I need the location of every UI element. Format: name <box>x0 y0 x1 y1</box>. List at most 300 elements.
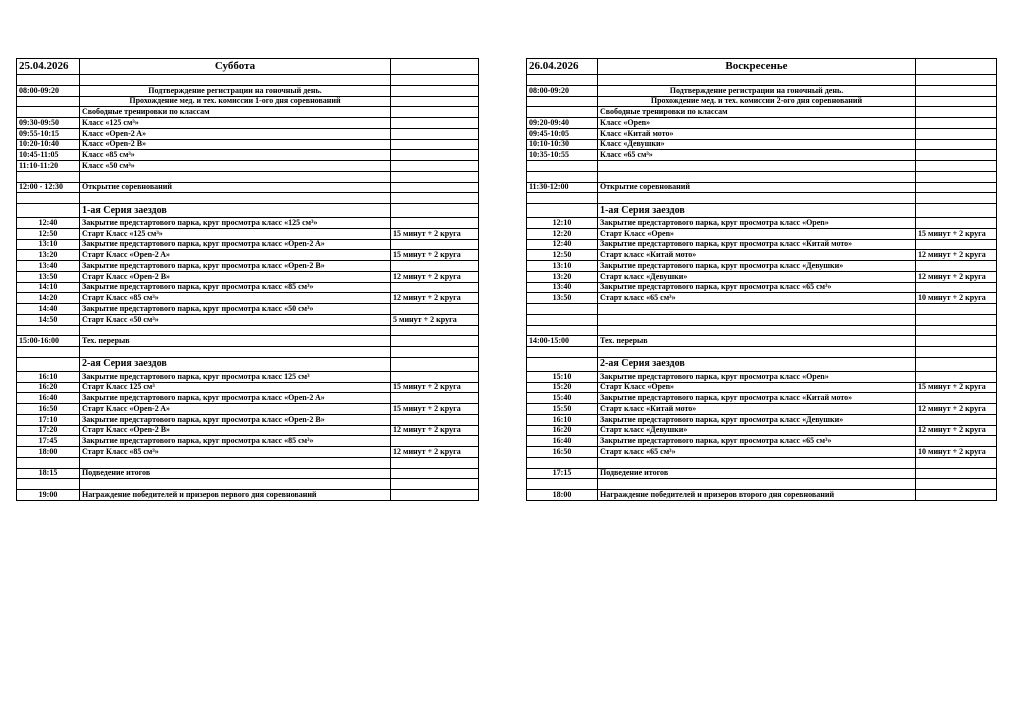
schedule-row <box>527 325 997 336</box>
time-cell: 12:50 <box>17 228 80 239</box>
time-cell <box>527 457 598 468</box>
time-cell: 16:50 <box>17 404 80 415</box>
duration-cell <box>391 325 479 336</box>
saturday-date: 25.04.2026 <box>17 59 80 75</box>
schedule-row <box>527 347 997 358</box>
time-cell <box>527 75 598 86</box>
event-cell: Старт Класс «Open» <box>598 228 916 239</box>
event-cell: Подведение итогов <box>80 468 391 479</box>
event-cell: Закрытие предстартового парка, круг просмотра класс «Девушки» <box>598 414 916 425</box>
time-cell: 18:15 <box>17 468 80 479</box>
sunday-date: 26.04.2026 <box>527 59 598 75</box>
event-cell: Награждение победителей и призеров первого дня соревнований <box>80 490 391 501</box>
time-cell: 17:10 <box>17 414 80 425</box>
time-cell: 11:30-12:00 <box>527 182 598 193</box>
schedule-row <box>527 414 997 425</box>
time-cell: 15:10 <box>527 371 598 382</box>
event-cell: Старт класс «65 см³» <box>598 293 916 304</box>
duration-cell: 12 минут + 2 круга <box>391 447 479 458</box>
duration-cell <box>391 357 479 371</box>
schedule-row <box>527 204 997 218</box>
event-cell <box>598 479 916 490</box>
schedule-row <box>527 96 997 107</box>
schedule-row <box>17 75 479 86</box>
time-cell: 15:50 <box>527 404 598 415</box>
time-cell: 12:40 <box>527 239 598 250</box>
duration-cell <box>916 239 997 250</box>
event-cell: Старт Класс «50 см³» <box>80 314 391 325</box>
schedule-row <box>17 314 479 325</box>
time-cell: 18:00 <box>17 447 80 458</box>
schedule-row <box>527 85 997 96</box>
time-cell: 15:00-16:00 <box>17 336 80 347</box>
duration-cell <box>391 171 479 182</box>
duration-cell <box>391 261 479 272</box>
time-cell: 12:50 <box>527 250 598 261</box>
schedule-row <box>527 218 997 229</box>
time-cell: 14:00-15:00 <box>527 336 598 347</box>
duration-cell <box>916 325 997 336</box>
schedule-row <box>17 457 479 468</box>
event-cell <box>598 171 916 182</box>
time-cell <box>17 357 80 371</box>
time-cell: 10:35-10:55 <box>527 150 598 161</box>
schedule-row <box>527 479 997 490</box>
event-cell <box>598 325 916 336</box>
duration-cell: 15 минут + 2 круга <box>916 382 997 393</box>
time-cell: 17:15 <box>527 468 598 479</box>
duration-cell: 5 минут + 2 круга <box>391 314 479 325</box>
event-cell <box>598 75 916 86</box>
duration-cell <box>916 204 997 218</box>
duration-cell <box>391 393 479 404</box>
event-cell: Закрытие предстартового парка, круг просмотра класс «Open-2 B» <box>80 414 391 425</box>
schedule-row <box>527 304 997 315</box>
time-cell: 12:00 - 12:30 <box>17 182 80 193</box>
duration-cell <box>916 336 997 347</box>
time-cell: 19:00 <box>17 490 80 501</box>
sunday-day-name: Воскресенье <box>598 59 916 75</box>
schedule-row <box>17 150 479 161</box>
duration-cell <box>391 204 479 218</box>
schedule-row <box>527 293 997 304</box>
event-cell: Класс «Девушки» <box>598 139 916 150</box>
duration-cell <box>916 118 997 129</box>
duration-cell <box>916 193 997 204</box>
schedule-row <box>17 468 479 479</box>
time-cell <box>527 314 598 325</box>
time-cell <box>527 171 598 182</box>
time-cell: 13:10 <box>527 261 598 272</box>
event-cell <box>80 325 391 336</box>
schedule-row <box>17 404 479 415</box>
event-cell: Закрытие предстартового парка, круг просмотра класс «50 см³» <box>80 304 391 315</box>
schedule-row <box>17 218 479 229</box>
duration-cell <box>391 193 479 204</box>
event-cell: Закрытие предстартового парка, круг просмотра класс «Девушки» <box>598 261 916 272</box>
event-cell <box>80 75 391 86</box>
time-cell: 09:30-09:50 <box>17 118 80 129</box>
duration-cell: 12 минут + 2 круга <box>916 425 997 436</box>
schedule-row <box>527 139 997 150</box>
schedule-row <box>17 85 479 96</box>
event-cell: Класс «65 см³» <box>598 150 916 161</box>
event-cell: Старт класс «Китай мото» <box>598 404 916 415</box>
saturday-header-row <box>17 59 479 75</box>
time-cell: 13:20 <box>17 250 80 261</box>
duration-cell <box>916 161 997 172</box>
time-cell: 12:10 <box>527 218 598 229</box>
duration-cell <box>916 468 997 479</box>
schedule-row <box>17 382 479 393</box>
event-cell: Старт Класс «Open-2 A» <box>80 404 391 415</box>
event-cell: Старт класс «Девушки» <box>598 425 916 436</box>
schedule-row <box>527 382 997 393</box>
event-cell <box>598 314 916 325</box>
event-cell: Старт класс «65 см³» <box>598 447 916 458</box>
duration-cell <box>916 457 997 468</box>
event-cell: Закрытие предстартового парка, круг просмотра класс «85 см³» <box>80 282 391 293</box>
event-cell: Закрытие предстартового парка, круг просмотра класс «Open-2 B» <box>80 261 391 272</box>
schedule-row <box>527 425 997 436</box>
schedule-row <box>527 336 997 347</box>
duration-cell <box>916 479 997 490</box>
schedule-row <box>527 447 997 458</box>
duration-cell <box>391 239 479 250</box>
event-cell: Класс «Open-2 B» <box>80 139 391 150</box>
time-cell: 16:40 <box>17 393 80 404</box>
schedule-row <box>17 139 479 150</box>
event-cell: Закрытие предстартового парка, круг просмотра класс «Open-2 A» <box>80 393 391 404</box>
duration-cell <box>391 161 479 172</box>
duration-cell: 12 минут + 2 круга <box>391 425 479 436</box>
time-cell <box>527 204 598 218</box>
duration-cell <box>391 75 479 86</box>
schedule-row <box>17 118 479 129</box>
time-cell: 09:55-10:15 <box>17 128 80 139</box>
duration-cell <box>916 139 997 150</box>
event-cell: Класс «85 см³» <box>80 150 391 161</box>
schedule-row <box>17 357 479 371</box>
event-cell: Старт класс «Девушки» <box>598 271 916 282</box>
schedule-row <box>17 171 479 182</box>
schedule-row <box>527 128 997 139</box>
duration-cell <box>391 304 479 315</box>
duration-cell <box>391 479 479 490</box>
schedule-row <box>527 457 997 468</box>
duration-cell <box>916 393 997 404</box>
duration-cell <box>916 85 997 96</box>
time-cell <box>17 347 80 358</box>
schedule-row <box>527 239 997 250</box>
duration-cell <box>916 414 997 425</box>
event-cell: Старт Класс «125 см³» <box>80 228 391 239</box>
event-cell: Закрытие предстартового парка, круг просмотра класс «85 см³» <box>80 436 391 447</box>
event-cell: Закрытие предстартового парка, круг просмотра класс «Open» <box>598 218 916 229</box>
event-cell: Подведение итогов <box>598 468 916 479</box>
schedule-row <box>17 325 479 336</box>
saturday-header-notes <box>391 59 479 75</box>
time-cell: 14:40 <box>17 304 80 315</box>
duration-cell <box>916 128 997 139</box>
time-cell <box>527 479 598 490</box>
schedule-row <box>527 271 997 282</box>
time-cell <box>17 96 80 107</box>
schedule-row <box>527 282 997 293</box>
event-cell: Награждение победителей и призеров второго дня соревнований <box>598 490 916 501</box>
schedule-row <box>527 261 997 272</box>
duration-cell: 10 минут + 2 круга <box>916 293 997 304</box>
event-cell <box>80 171 391 182</box>
duration-cell <box>916 490 997 501</box>
saturday-schedule-table <box>16 58 479 501</box>
time-cell <box>527 193 598 204</box>
duration-cell: 10 минут + 2 круга <box>916 447 997 458</box>
duration-cell: 12 минут + 2 круга <box>916 250 997 261</box>
schedule-row <box>527 182 997 193</box>
duration-cell: 15 минут + 2 круга <box>391 382 479 393</box>
time-cell <box>527 325 598 336</box>
time-cell <box>527 357 598 371</box>
schedule-row <box>527 171 997 182</box>
event-cell <box>598 304 916 315</box>
event-cell: Класс «Китай мото» <box>598 128 916 139</box>
event-cell: Тех. перерыв <box>80 336 391 347</box>
duration-cell <box>916 150 997 161</box>
duration-cell <box>916 314 997 325</box>
duration-cell <box>391 150 479 161</box>
time-cell <box>527 96 598 107</box>
schedule-row <box>17 204 479 218</box>
time-cell: 14:20 <box>17 293 80 304</box>
time-cell <box>17 479 80 490</box>
event-cell: Старт Класс «Open-2 A» <box>80 250 391 261</box>
event-cell: 2-ая Серия заездов <box>598 357 916 371</box>
time-cell: 09:20-09:40 <box>527 118 598 129</box>
duration-cell <box>916 171 997 182</box>
time-cell: 10:10-10:30 <box>527 139 598 150</box>
duration-cell: 12 минут + 2 круга <box>916 404 997 415</box>
schedule-row <box>17 161 479 172</box>
time-cell: 15:20 <box>527 382 598 393</box>
schedule-row <box>527 371 997 382</box>
duration-cell: 12 минут + 2 круга <box>916 271 997 282</box>
duration-cell <box>391 107 479 118</box>
time-cell: 13:50 <box>17 271 80 282</box>
event-cell: Старт Класс «Open-2 B» <box>80 271 391 282</box>
duration-cell <box>391 139 479 150</box>
duration-cell: 15 минут + 2 круга <box>391 250 479 261</box>
schedule-row <box>17 479 479 490</box>
event-cell: Закрытие предстартового парка, круг просмотра класс «65 см³» <box>598 436 916 447</box>
time-cell: 16:20 <box>17 382 80 393</box>
schedule-row <box>17 250 479 261</box>
duration-cell <box>391 457 479 468</box>
duration-cell <box>916 75 997 86</box>
schedule-row <box>527 314 997 325</box>
event-cell: Прохождение мед. и тех. комиссии 2-ого дня соревнований <box>598 96 916 107</box>
schedule-row <box>527 468 997 479</box>
event-cell: Свободные тренировки по классам <box>598 107 916 118</box>
schedule-row <box>527 228 997 239</box>
time-cell: 16:20 <box>527 425 598 436</box>
schedule-row <box>527 436 997 447</box>
duration-cell: 12 минут + 2 круга <box>391 293 479 304</box>
schedule-row <box>17 107 479 118</box>
event-cell: Старт Класс «85 см³» <box>80 447 391 458</box>
time-cell: 13:20 <box>527 271 598 282</box>
duration-cell <box>391 118 479 129</box>
time-cell <box>527 304 598 315</box>
schedule-row <box>527 404 997 415</box>
duration-cell <box>391 336 479 347</box>
schedule-row <box>527 161 997 172</box>
schedule-row <box>527 193 997 204</box>
event-cell: Класс «50 см³» <box>80 161 391 172</box>
time-cell: 12:40 <box>17 218 80 229</box>
duration-cell <box>391 436 479 447</box>
time-cell <box>17 204 80 218</box>
event-cell: Закрытие предстартового парка, круг просмотра класс 125 см³ <box>80 371 391 382</box>
schedule-row <box>17 436 479 447</box>
schedule-row <box>17 239 479 250</box>
time-cell: 13:10 <box>17 239 80 250</box>
schedule-row <box>527 490 997 501</box>
schedule-row <box>17 282 479 293</box>
event-cell: Прохождение мед. и тех. комиссии 1-ого дня соревнований <box>80 96 391 107</box>
schedule-row <box>17 347 479 358</box>
time-cell: 17:45 <box>17 436 80 447</box>
duration-cell: 15 минут + 2 круга <box>391 228 479 239</box>
time-cell: 15:40 <box>527 393 598 404</box>
saturday-rows <box>17 59 479 501</box>
event-cell: Старт Класс 125 см³ <box>80 382 391 393</box>
time-cell <box>527 161 598 172</box>
schedule-row <box>527 150 997 161</box>
schedule-row <box>527 393 997 404</box>
schedule-row <box>17 371 479 382</box>
time-cell <box>17 107 80 118</box>
duration-cell <box>916 261 997 272</box>
time-cell: 14:50 <box>17 314 80 325</box>
sunday-header-row <box>527 59 997 75</box>
sunday-rows <box>527 59 997 501</box>
event-cell <box>598 193 916 204</box>
event-cell <box>80 193 391 204</box>
duration-cell <box>391 96 479 107</box>
event-cell: Закрытие предстартового парка, круг просмотра класс «Китай мото» <box>598 239 916 250</box>
schedule-row <box>17 490 479 501</box>
time-cell <box>17 325 80 336</box>
duration-cell <box>916 107 997 118</box>
schedule-row <box>17 393 479 404</box>
duration-cell: 12 минут + 2 круга <box>391 271 479 282</box>
time-cell <box>17 193 80 204</box>
duration-cell: 15 минут + 2 круга <box>391 404 479 415</box>
event-cell: 2-ая Серия заездов <box>80 357 391 371</box>
schedule-row <box>17 182 479 193</box>
event-cell <box>80 457 391 468</box>
time-cell: 12:20 <box>527 228 598 239</box>
event-cell: Класс «125 см³» <box>80 118 391 129</box>
schedule-row <box>527 250 997 261</box>
event-cell: Закрытие предстартового парка, круг просмотра класс «Китай мото» <box>598 393 916 404</box>
event-cell: Тех. перерыв <box>598 336 916 347</box>
duration-cell <box>391 490 479 501</box>
time-cell <box>17 75 80 86</box>
event-cell: Старт Класс «85 см³» <box>80 293 391 304</box>
schedule-row <box>17 261 479 272</box>
sunday-header-notes <box>916 59 997 75</box>
time-cell: 13:40 <box>17 261 80 272</box>
event-cell: Класс «Open-2 A» <box>80 128 391 139</box>
duration-cell <box>391 414 479 425</box>
event-cell <box>598 161 916 172</box>
time-cell: 08:00-09:20 <box>527 85 598 96</box>
time-cell <box>527 347 598 358</box>
event-cell: 1-ая Серия заездов <box>598 204 916 218</box>
event-cell: Открытие соревнований <box>80 182 391 193</box>
time-cell: 16:10 <box>527 414 598 425</box>
event-cell: Открытие соревнований <box>598 182 916 193</box>
duration-cell <box>916 182 997 193</box>
time-cell: 14:10 <box>17 282 80 293</box>
event-cell: Подтверждение регистрации на гоночный день. <box>80 85 391 96</box>
time-cell: 10:20-10:40 <box>17 139 80 150</box>
time-cell: 17:20 <box>17 425 80 436</box>
event-cell: Класс «Open» <box>598 118 916 129</box>
duration-cell <box>391 282 479 293</box>
duration-cell: 15 минут + 2 круга <box>916 228 997 239</box>
schedule-row <box>527 118 997 129</box>
schedule-row <box>17 128 479 139</box>
duration-cell <box>916 96 997 107</box>
duration-cell <box>916 304 997 315</box>
schedule-row <box>527 75 997 86</box>
duration-cell <box>391 218 479 229</box>
duration-cell <box>916 371 997 382</box>
time-cell <box>17 457 80 468</box>
schedule-row <box>17 336 479 347</box>
schedule-row <box>17 447 479 458</box>
event-cell <box>598 347 916 358</box>
time-cell: 09:45-10:05 <box>527 128 598 139</box>
time-cell: 13:40 <box>527 282 598 293</box>
event-cell: Свободные тренировки по классам <box>80 107 391 118</box>
time-cell <box>527 107 598 118</box>
saturday-day-name: Суббота <box>80 59 391 75</box>
event-cell: Старт Класс «Open-2 B» <box>80 425 391 436</box>
time-cell: 18:00 <box>527 490 598 501</box>
schedule-row <box>17 304 479 315</box>
event-cell: 1-ая Серия заездов <box>80 204 391 218</box>
time-cell: 16:50 <box>527 447 598 458</box>
duration-cell <box>391 85 479 96</box>
event-cell <box>80 479 391 490</box>
time-cell: 16:40 <box>527 436 598 447</box>
sunday-schedule-table <box>526 58 997 501</box>
schedule-row <box>527 107 997 118</box>
schedule-row <box>17 96 479 107</box>
event-cell: Старт Класс «Open» <box>598 382 916 393</box>
event-cell: Закрытие предстартового парка, круг просмотра класс «65 см³» <box>598 282 916 293</box>
time-cell <box>17 171 80 182</box>
event-cell <box>598 457 916 468</box>
schedule-row <box>17 228 479 239</box>
event-cell: Закрытие предстартового парка, круг просмотра класс «Open-2 A» <box>80 239 391 250</box>
schedule-row <box>17 271 479 282</box>
event-cell <box>80 347 391 358</box>
